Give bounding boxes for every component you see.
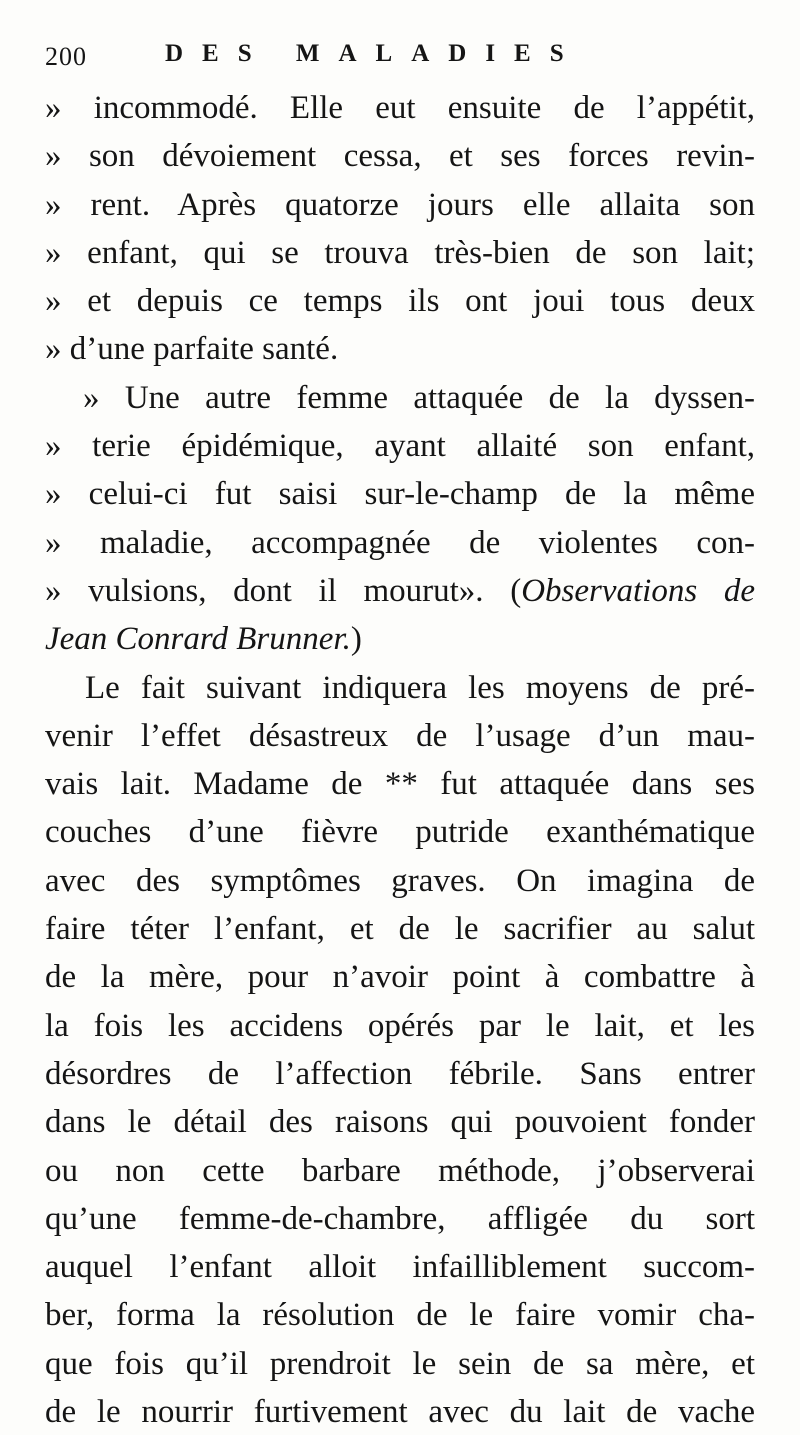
text-line-with-citation (45, 567, 755, 615)
text-line: » rent. Après quatorze jours elle allaita son (45, 186, 755, 223)
running-head: DES MALADIES (165, 40, 583, 67)
page-header (45, 38, 765, 78)
text-line: » incommodé. Elle eut ensuite de l’appétit, (45, 90, 755, 126)
text-line: que fois qu’il prendroit le sein de sa mère, et (45, 1345, 755, 1382)
text-line: » terie épidémique, ayant allaité son enfant, (45, 428, 755, 465)
text-line: de la mère, pour n’avoir point à combattre à (45, 959, 755, 996)
text-line-segment: » vulsions, dont il mourut». ( (45, 572, 522, 609)
text-line: » et depuis ce temps ils ont joui tous deux (45, 283, 755, 320)
citation-title: Observations de (521, 572, 755, 609)
text-line: ber, forma la résolution de le faire vomir cha- (45, 1297, 755, 1334)
text-line: la fois les accidens opérés par le lait, et les (45, 1007, 755, 1044)
text-line: » celui-ci fut saisi sur-le-champ de la même (45, 476, 755, 513)
text-line: » d’une parfaite santé. (45, 331, 339, 368)
text-line: qu’une femme-de-chambre, affligée du sort (45, 1200, 755, 1237)
citation-author: Jean Conrard Brunner. (45, 621, 351, 658)
text-line: de le nourrir furtivement avec du lait de vache (45, 1394, 755, 1431)
text-line: » Une autre femme attaquée de la dyssen- (83, 379, 755, 416)
text-line: venir l’effet désastreux de l’usage d’un mau- (45, 717, 755, 754)
text-line: » maladie, accompagnée de violentes con- (45, 524, 755, 561)
text-line-with-citation (45, 615, 755, 663)
text-line: » son dévoiement cessa, et ses forces revin- (45, 138, 755, 175)
text-line: faire téter l’enfant, et de le sacrifier au salut (45, 911, 755, 948)
text-line: désordres de l’affection fébrile. Sans entrer (45, 1055, 755, 1092)
text-line: dans le détail des raisons qui pouvoient fonder (45, 1104, 755, 1141)
text-line: vais lait. Madame de ** fut attaquée dans ses (45, 766, 755, 803)
text-line: Le fait suivant indiquera les moyens de pré- (85, 669, 755, 706)
text-line: couches d’une fièvre putride exanthématique (45, 814, 755, 851)
text-line: ou non cette barbare méthode, j’observerai (45, 1152, 755, 1189)
page-number: 200 (45, 42, 87, 71)
text-line: avec des symptômes graves. On imagina de (45, 862, 755, 899)
body-text (45, 84, 755, 1436)
closing-parenthesis: ) (350, 621, 362, 658)
text-line: » enfant, qui se trouva très-bien de son lait; (45, 234, 755, 271)
text-line: auquel l’enfant alloit infailliblement succom- (45, 1249, 755, 1286)
